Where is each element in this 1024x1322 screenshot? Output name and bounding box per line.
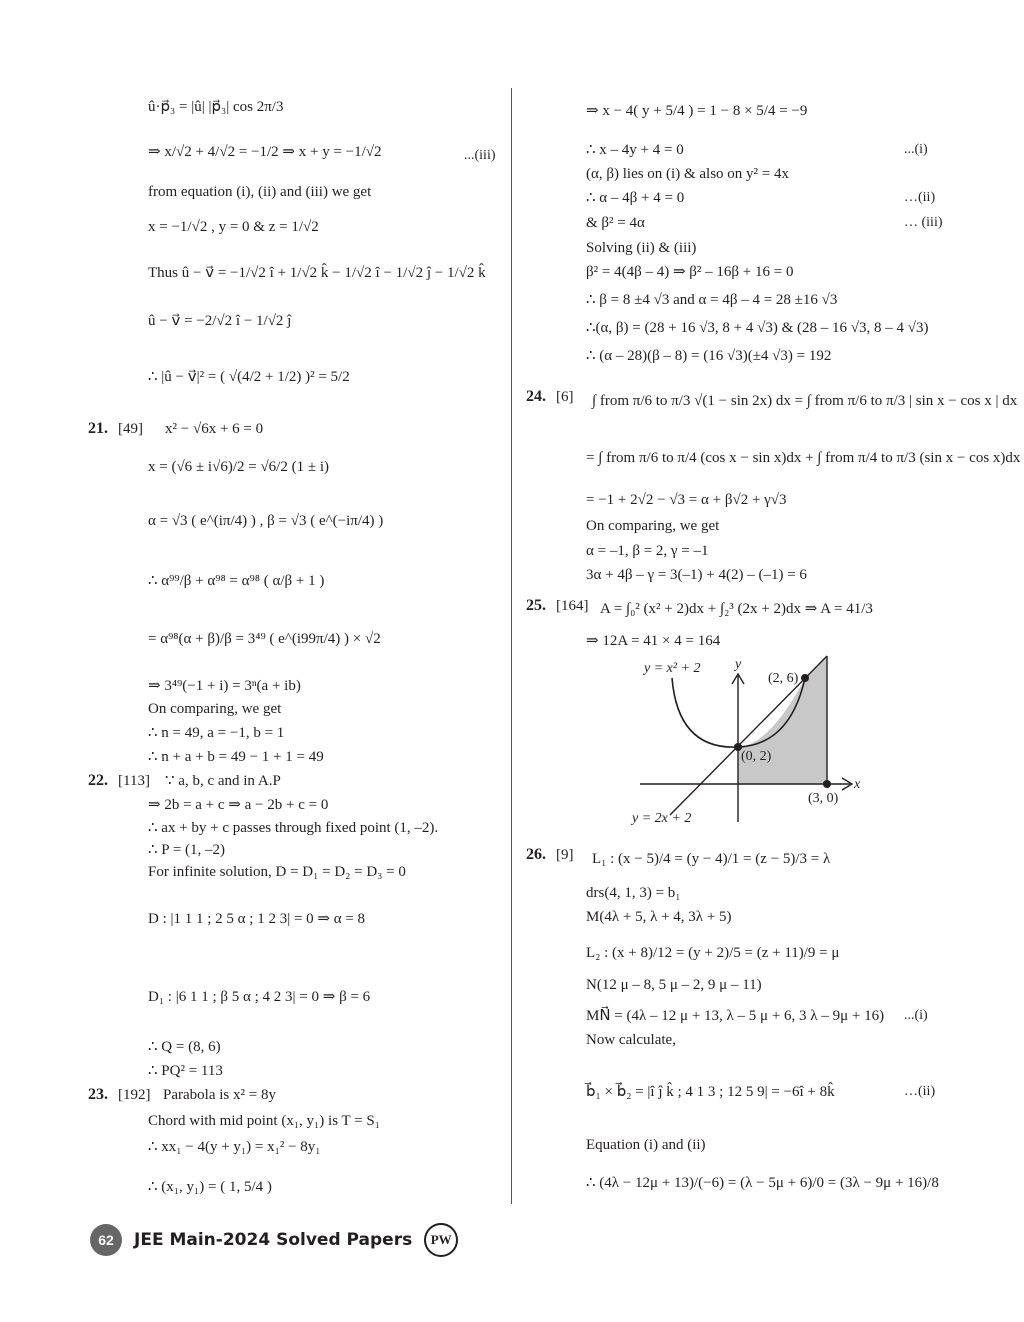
left-line: = α⁹⁸(α + β)/β = 3⁴⁹ ( e^(i99π/4) ) × √2 (148, 631, 381, 647)
left-line: For infinite solution, D = D₁ = D₂ = D₃ = 0 (148, 864, 406, 880)
question-answer: [6] (556, 389, 574, 405)
right-line: ∴ α – 4β + 4 = 0 (586, 190, 685, 206)
left-line: ∴ n = 49, a = −1, b = 1 (148, 725, 285, 741)
equation-tag: ...(iii) (464, 148, 496, 163)
footer-title: JEE Main-2024 Solved Papers (134, 1230, 413, 1250)
question-answer: [192] (118, 1087, 151, 1103)
pw-logo-icon: PW (424, 1223, 458, 1257)
left-line: On comparing, we get (148, 701, 282, 717)
left-line: from equation (i), (ii) and (iii) we get (148, 184, 372, 200)
left-line: ∴ n + a + b = 49 − 1 + 1 = 49 (148, 749, 324, 765)
right-line: ∴(α, β) = (28 + 16 √3, 8 + 4 √3) & (28 – 16 √3, 8 – 4 √3) (586, 320, 929, 336)
question-answer: [9] (556, 847, 574, 863)
equation-tag: ...(i) (904, 142, 928, 157)
right-line: drs(4, 1, 3) = b₁ (586, 885, 681, 901)
equation-tag: …(ii) (904, 1084, 936, 1099)
left-line: Parabola is x² = 8y (163, 1087, 276, 1103)
right-line: β² = 4(4β – 4) ⇒ β² – 16β + 16 = 0 (586, 264, 794, 280)
page-footer (90, 1222, 458, 1258)
left-line: ∴ xx₁ − 4(y + y₁) = x₁² − 8y₁ (148, 1139, 321, 1155)
left-line: Chord with mid point (x₁, y₁) is T = S₁ (148, 1113, 380, 1129)
left-line: D₁ : |6 1 1 ; β 5 α ; 4 2 3| = 0 ⇒ β = 6 (148, 989, 371, 1005)
right-line: Equation (i) and (ii) (586, 1137, 706, 1153)
right-line: L₂ : (x + 8)/12 = (y + 2)/5 = (z + 11)/9 = μ (586, 945, 840, 961)
question-number: 26. (526, 846, 546, 863)
right-line: = ∫ from π/6 to π/4 (cos x − sin x)dx + ∫ from π/4 to π/3 (sin x − cos x)dx (586, 450, 1021, 466)
question-answer: [113] (118, 773, 150, 789)
x-axis-label: x (854, 777, 861, 792)
point-2-6 (801, 674, 809, 682)
right-line: & β² = 4α (586, 215, 645, 231)
curve-label: y = x² + 2 (644, 661, 701, 676)
right-line: ∫ from π/6 to π/3 √(1 − sin 2x) dx = ∫ from π/6 to π/3 | sin x − cos x | dx (592, 393, 1018, 409)
right-line: ∴ x – 4y + 4 = 0 (586, 142, 684, 158)
equation-tag: …(ii) (904, 190, 936, 205)
left-line: û·p⃗₃ = |û| |p⃗₃| cos 2π/3 (148, 99, 284, 115)
right-line: ⇒ 12A = 41 × 4 = 164 (586, 633, 721, 649)
equation-tag: ...(i) (904, 1008, 928, 1023)
right-line: N(12 μ – 8, 5 μ – 2, 9 μ – 11) (586, 977, 762, 993)
left-line: x² − √6x + 6 = 0 (165, 421, 264, 437)
left-line: ∴ |û − v⃗|² = ( √(4/2 + 1/2) )² = 5/2 (148, 369, 350, 385)
right-line: α = –1, β = 2, γ = –1 (586, 543, 709, 559)
right-line: Solving (ii) & (iii) (586, 240, 697, 256)
left-line: ∵ a, b, c and in A.P (165, 773, 281, 789)
right-line: ⇒ x − 4( y + 5/4 ) = 1 − 8 × 5/4 = −9 (586, 103, 808, 119)
left-line: ⇒ x/√2 + 4/√2 = −1/2 ⇒ x + y = −1/√2 (148, 144, 382, 160)
left-line: Thus û − v⃗ = −1/√2 î + 1/√2 k̂ − 1/√2 î − 1/√2 ĵ − 1/√2 k̂ (148, 265, 486, 281)
page-number: 62 (90, 1224, 122, 1256)
left-line: ∴ α⁹⁹/β + α⁹⁸ = α⁹⁸ ( α/β + 1 ) (148, 573, 325, 589)
left-line: ∴ P = (1, –2) (148, 842, 226, 858)
left-line: ∴ (x₁, y₁) = ( 1, 5/4 ) (148, 1179, 272, 1195)
left-line: û − v⃗ = −2/√2 î − 1/√2 ĵ (148, 313, 292, 329)
right-line: 3α + 4β – γ = 3(–1) + 4(2) – (–1) = 6 (586, 567, 807, 583)
right-line: L₁ : (x − 5)/4 = (y − 4)/1 = (z − 5)/3 = λ (592, 851, 831, 867)
question-answer: [49] (118, 421, 143, 437)
left-line: ⇒ 3⁴⁹(−1 + i) = 3ⁿ(a + ib) (148, 678, 301, 694)
left-line: D : |1 1 1 ; 2 5 α ; 1 2 3| = 0 ⇒ α = 8 (148, 911, 366, 927)
right-line: = −1 + 2√2 − √3 = α + β√2 + γ√3 (586, 492, 787, 508)
right-line: b⃗₁ × b⃗₂ = |î ĵ k̂ ; 4 1 3 ; 12 5 9| = −6î + 8k̂ (586, 1084, 835, 1100)
left-line: x = −1/√2 , y = 0 & z = 1/√2 (148, 219, 319, 235)
y-axis-label: y (735, 657, 742, 672)
right-line: M(4λ + 5, λ + 4, 3λ + 5) (586, 909, 732, 925)
right-line: ∴ (α – 28)(β – 8) = (16 √3)(±4 √3) = 192 (586, 348, 832, 364)
right-line: (α, β) lies on (i) & also on y² = 4x (586, 166, 790, 182)
question-number: 25. (526, 597, 546, 614)
right-line: A = ∫₀² (x² + 2)dx + ∫₂³ (2x + 2)dx ⇒ A = 41/3 (600, 601, 873, 617)
equation-tag: … (iii) (904, 215, 943, 230)
column-divider (511, 88, 512, 1204)
left-line: ∴ Q = (8, 6) (148, 1039, 221, 1055)
left-line: x = (√6 ± i√6)/2 = √6/2 (1 ± i) (148, 459, 329, 475)
question-number: 23. (88, 1086, 108, 1103)
right-line: On comparing, we get (586, 518, 720, 534)
point-0-2-label: (0, 2) (741, 749, 772, 764)
point-2-6-label: (2, 6) (768, 671, 799, 686)
right-line: ∴ (4λ − 12μ + 13)/(−6) = (λ − 5μ + 6)/0 = (3λ − 9μ + 16)/8 (586, 1175, 939, 1191)
left-line: ⇒ 2b = a + c ⇒ a − 2b + c = 0 (148, 797, 329, 813)
question-answer: [164] (556, 598, 589, 614)
point-3-0-label: (3, 0) (808, 791, 839, 806)
right-line: ∴ β = 8 ±4 √3 and α = 4β – 4 = 28 ±16 √3 (586, 292, 838, 308)
left-line: α = √3 ( e^(iπ/4) ) , β = √3 ( e^(−iπ/4) ) (148, 513, 384, 529)
left-line: ∴ ax + by + c passes through fixed point (1, –2). (148, 820, 439, 836)
right-line: Now calculate, (586, 1032, 676, 1048)
left-line: ∴ PQ² = 113 (148, 1063, 223, 1079)
right-line: MN⃗ = (4λ – 12 μ + 13, λ – 5 μ + 6, 3 λ – 9μ + 16) (586, 1008, 885, 1024)
area-graph (620, 650, 870, 830)
question-number: 21. (88, 420, 108, 437)
question-number: 22. (88, 772, 108, 789)
question-number: 24. (526, 388, 546, 405)
line-label: y = 2x + 2 (632, 811, 692, 826)
point-3-0 (823, 780, 831, 788)
